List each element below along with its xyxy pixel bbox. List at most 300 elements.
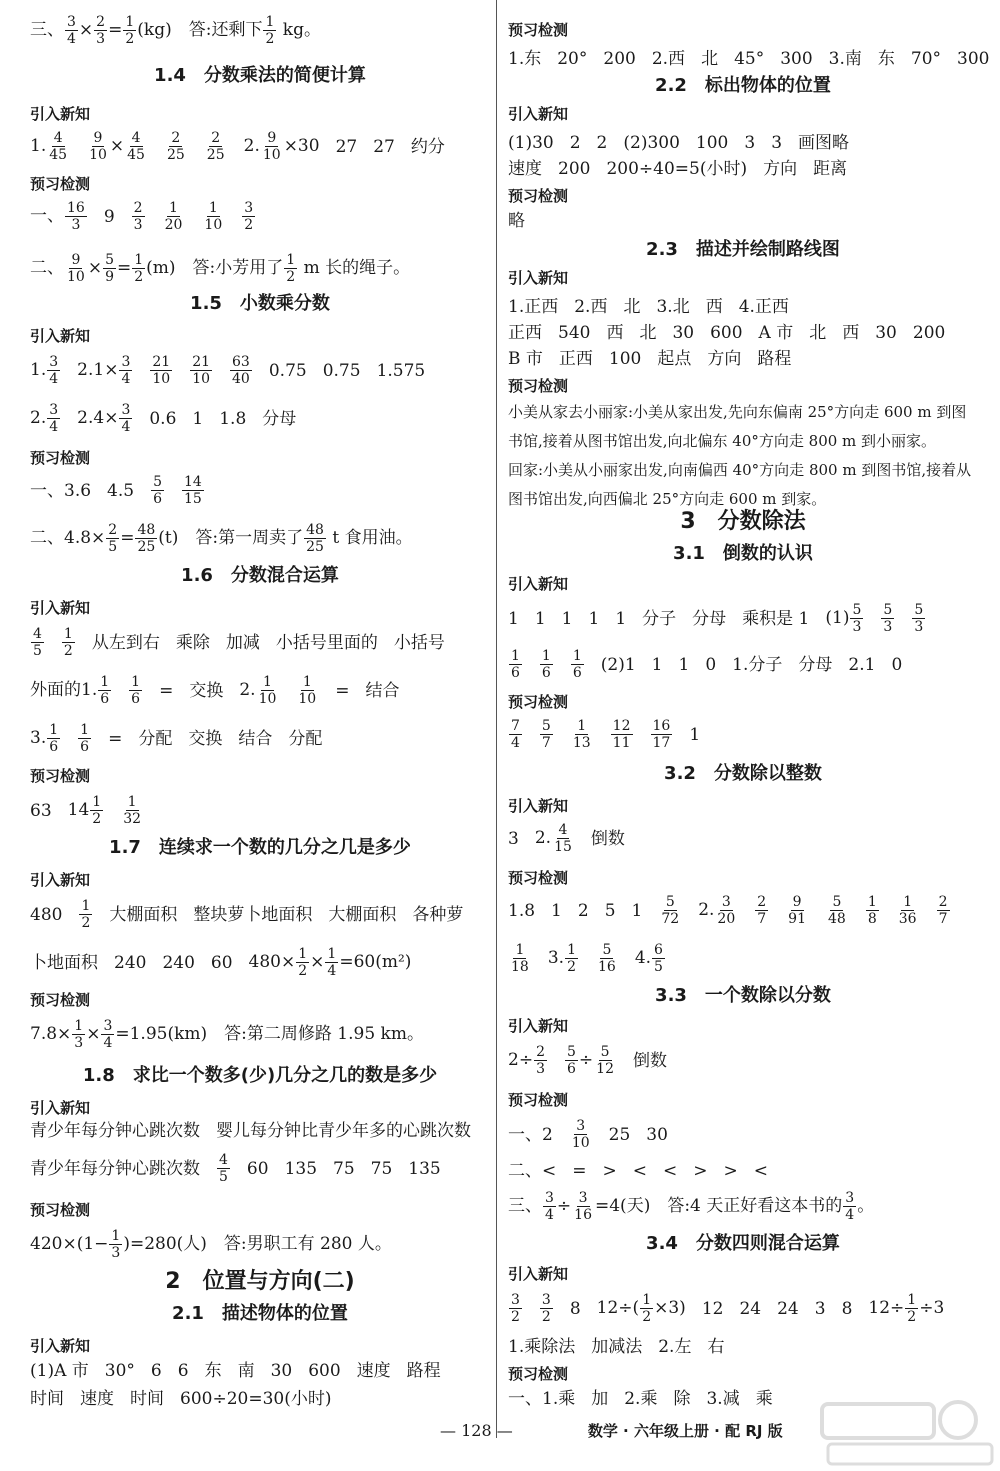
answer-token: 30 [646, 1124, 668, 1145]
answer-token [911, 602, 926, 635]
answer-token: 0.75 [322, 360, 361, 381]
fraction: $\frac{1}{2}$ [92, 794, 102, 827]
answer-token: 各种萝 [412, 904, 464, 925]
answer-token: 4. $\frac{6}{5}$ [634, 942, 663, 975]
answer-token: 0.75 [268, 360, 307, 381]
fraction: $\frac{1}{6}$ [572, 648, 582, 681]
answer-token: 8 [569, 1298, 581, 1319]
fraction: $\frac{5}{7}$ [541, 718, 551, 751]
answer-token: 时间 [130, 1388, 164, 1409]
fraction: $\frac{5}{16}$ [597, 942, 616, 975]
answer-token: 2.乘 [624, 1388, 658, 1409]
answer-token: 右 [707, 1336, 725, 1357]
answer-token: 从左到右 [91, 632, 160, 653]
answer-token: 北 [809, 322, 827, 343]
answer-token: 6 [177, 1360, 189, 1381]
fraction: $\frac{3}{4}$ [845, 1190, 855, 1223]
answer-token: 分母 [692, 608, 727, 629]
answer-token: 27 [373, 136, 395, 157]
answer-token [216, 1152, 231, 1185]
fraction: $\frac{3}{4}$ [67, 14, 76, 47]
answer-token: 30 [270, 1360, 293, 1381]
fraction: $\frac{4}{45}$ [49, 130, 68, 163]
answer-token [508, 718, 523, 751]
answer-token: 3. $\frac{1}{6}$ [30, 722, 59, 755]
answer-token: 60 [210, 952, 233, 973]
answer-token: 大棚面积 [109, 904, 178, 925]
answer-token: > [602, 1160, 617, 1181]
answer-line [508, 154, 847, 183]
answer-token [61, 626, 76, 659]
answer-token: 东 [204, 1360, 222, 1381]
fraction: $\frac{1}{3}$ [111, 1228, 121, 1261]
answer-line [30, 1152, 441, 1185]
answer-line [30, 402, 296, 435]
answer-token: 2. $\frac{9}{10}$ ×30 [243, 130, 320, 163]
answer-token [754, 894, 769, 927]
fraction: $\frac{6}{5}$ [654, 942, 663, 975]
answer-line [508, 44, 989, 73]
answer-token: > [723, 1160, 738, 1181]
answer-token: 结合 [365, 680, 400, 701]
answer-token: 3 [814, 1298, 826, 1319]
answer-token: 1.分子 [732, 654, 783, 675]
answer-token: 西 [842, 322, 860, 343]
answer-token: 北 [639, 322, 657, 343]
answer-token [785, 894, 809, 927]
fraction: $\frac{1}{6}$ [511, 648, 520, 681]
book-subtitle: 数学 · 六年级上册 · 配 RJ 版 [587, 1422, 783, 1440]
fraction: $\frac{1}{3}$ [74, 1018, 84, 1051]
answer-token: 3.南 [828, 48, 862, 69]
answer-token: 540 [558, 322, 591, 343]
answer-line [508, 344, 791, 373]
answer-token: 12 [701, 1298, 724, 1319]
fraction: $\frac{2}{3}$ [133, 200, 143, 233]
answer-token: 30 [875, 322, 897, 343]
section-label: 预习检测 [508, 377, 569, 395]
answer-token: 分母 [798, 654, 833, 675]
answer-token [229, 354, 253, 387]
answer-token: < [632, 1160, 647, 1181]
section-heading: 1.4 分数乘法的简便计算 [154, 65, 366, 86]
answer-line [30, 14, 321, 47]
answer-token: 1 [561, 608, 573, 629]
fraction: $\frac{9}{10}$ [67, 252, 85, 285]
answer-line [30, 474, 205, 507]
answer-token: 2. $\frac{3}{20}$ [698, 894, 736, 927]
answer-token: 5 [604, 900, 616, 921]
section-heading: 1.6 分数混合运算 [181, 565, 339, 586]
answer-token [295, 674, 319, 707]
answer-token [569, 1118, 593, 1151]
answer-token: (1) $\frac{5}{3}$ [825, 602, 862, 635]
fraction: $\frac{1}{2}$ [567, 942, 576, 975]
fraction: $\frac{5}{6}$ [566, 1044, 576, 1077]
answer-token: 速度 [508, 158, 542, 179]
fraction: $\frac{5}{3}$ [914, 602, 924, 635]
answer-token [658, 894, 682, 927]
fraction: $\frac{5}{48}$ [828, 894, 846, 927]
answer-token: 3. $\frac{1}{2}$ [547, 942, 576, 975]
answer-token: 加减法 [591, 1336, 643, 1357]
answer-token [149, 354, 173, 387]
fraction: $\frac{5}{3}$ [852, 602, 862, 635]
answer-token: 一、1.乘 [508, 1388, 576, 1409]
answer-token: 600 [308, 1360, 341, 1381]
answer-token: = [108, 728, 123, 749]
answer-token: 3.减 [706, 1388, 740, 1409]
answer-token: 480× $\frac{1}{2}$ × $\frac{1}{4}$ =60(m²) [248, 946, 412, 979]
answer-token: 2÷ $\frac{2}{3}$ [508, 1044, 545, 1077]
answer-token [131, 200, 146, 233]
answer-token: 75 [370, 1158, 393, 1179]
answer-token: 2.左 [658, 1336, 692, 1357]
answer-token: 卜地面积 [30, 952, 98, 973]
fraction: $\frac{16}{17}$ [652, 718, 671, 751]
fraction: $\frac{2}{5}$ [108, 522, 118, 555]
fraction: $\frac{4}{15}$ [554, 822, 572, 855]
section-label: 引入新知 [30, 1099, 91, 1117]
answer-token: 1 [651, 654, 663, 675]
answer-line [30, 674, 399, 707]
answer-token: 约分 [410, 136, 445, 157]
section-label: 预习检测 [508, 693, 569, 711]
answer-token: 倒数 [590, 828, 625, 849]
section-label: 引入新知 [30, 327, 91, 345]
answer-token: 4.正西 [738, 296, 789, 317]
answer-token: 2. $\frac{1}{10}$ [239, 674, 277, 707]
answer-token [128, 674, 143, 707]
answer-line [508, 718, 700, 751]
answer-token: 135 [408, 1158, 441, 1179]
fraction: $\frac{1}{32}$ [123, 794, 142, 827]
fraction: $\frac{5}{9}$ [105, 252, 114, 285]
answer-line [508, 1156, 768, 1185]
answer-token: 200 [603, 48, 636, 69]
fraction: $\frac{21}{10}$ [152, 354, 171, 387]
answer-token: < [753, 1160, 768, 1181]
answer-line [508, 128, 849, 157]
answer-token: 1.8 [219, 408, 247, 429]
answer-paragraph: 回家:小美从小丽家出发,向南偏西 40°方向走 800 m 到图书馆,接着从图书馆出发,向西偏北 25°方向走 600 m 到家。 [508, 461, 972, 508]
fraction: $\frac{1}{6}$ [541, 648, 551, 681]
fraction: $\frac{1}{2}$ [298, 946, 308, 979]
answer-token: 1.东 [508, 48, 542, 69]
answer-token: (1)A 市 [30, 1360, 89, 1381]
answer-token: 1.8 [508, 900, 536, 921]
answer-line [508, 822, 625, 855]
answer-token: 西 [705, 296, 723, 317]
page-number: — 128 — [440, 1421, 513, 1440]
answer-token: 9 [103, 206, 115, 227]
answer-token [610, 718, 634, 751]
answer-token: 三、 $\frac{3}{4}$ ÷ $\frac{3}{16}$ =4(天) 答:4 天正好看这本书的 $\frac{3}{4}$ 。 [508, 1190, 875, 1223]
answer-token: (1)30 [508, 132, 554, 153]
answer-token: 300 [957, 48, 990, 69]
fraction: $\frac{1}{2}$ [642, 1292, 652, 1325]
answer-token: 20° [557, 48, 588, 69]
section-label: 引入新知 [508, 269, 569, 287]
answer-token [570, 718, 594, 751]
answer-token [825, 894, 849, 927]
section-heading: 3.1 倒数的认识 [673, 543, 813, 564]
answer-token [539, 648, 554, 681]
answer-token: $\frac{5}{6}$ ÷ $\frac{5}{12}$ [566, 1044, 614, 1077]
answer-token: 交换 [189, 680, 224, 701]
answer-line [30, 200, 256, 233]
fraction: $\frac{4}{5}$ [33, 626, 42, 659]
fraction: $\frac{2}{3}$ [536, 1044, 545, 1077]
answer-token [30, 626, 45, 659]
answer-token: 时间 [30, 1388, 64, 1409]
fraction: $\frac{5}{6}$ [153, 474, 163, 507]
answer-token: 240 [114, 952, 147, 973]
answer-token [164, 130, 188, 163]
answer-token [508, 942, 532, 975]
answer-token: 除 [673, 1388, 691, 1409]
answer-line [30, 130, 445, 163]
fraction: $\frac{5}{12}$ [596, 1044, 614, 1077]
section-label: 引入新知 [30, 871, 91, 889]
fraction: $\frac{1}{20}$ [164, 200, 183, 233]
section-label: 预习检测 [508, 187, 569, 205]
answer-line [30, 794, 144, 827]
answer-line [30, 1228, 392, 1261]
answer-line [30, 522, 413, 555]
section-heading: 1.5 小数乘分数 [190, 293, 330, 314]
answer-token: 乘除 [175, 632, 210, 653]
section-label: 预习检测 [30, 175, 91, 193]
fraction: $\frac{1}{4}$ [327, 946, 337, 979]
answer-token: < [663, 1160, 678, 1181]
answer-token [77, 722, 92, 755]
answer-token: 速度 [80, 1388, 114, 1409]
answer-token: 25 [608, 1124, 631, 1145]
answer-token: = [335, 680, 350, 701]
answer-token: 北 [701, 48, 719, 69]
section-heading: 1.7 连续求一个数的几分之几是多少 [109, 837, 411, 858]
fraction: $\frac{3}{2}$ [541, 1292, 551, 1325]
fraction: $\frac{48}{25}$ [306, 522, 324, 555]
answer-token: 200 [912, 322, 946, 343]
fraction: $\frac{3}{2}$ [511, 1292, 520, 1325]
answer-token: A 市 [758, 322, 794, 343]
answer-token [201, 200, 225, 233]
answer-token: 分母 [262, 408, 297, 429]
answer-token: 二、4.8× $\frac{2}{5}$ = $\frac{48}{25}$ (t) 答:第一周卖了 $\frac{48}{25}$ t 食用油。 [30, 522, 413, 555]
answer-token: 0 [705, 654, 717, 675]
section-label: 引入新知 [508, 575, 569, 593]
answer-token: 1 [615, 608, 627, 629]
answer-token: 7.8× $\frac{1}{3}$ × $\frac{3}{4}$ =1.95(km) 答:第二周修路 1.95 km。 [30, 1018, 424, 1051]
fraction: $\frac{1}{2}$ [81, 898, 91, 931]
answer-line [508, 1118, 668, 1151]
answer-token: 3.北 [656, 296, 690, 317]
answer-token: 1.正西 [508, 296, 559, 317]
answer-token [570, 648, 585, 681]
section-heading: 3.2 分数除以整数 [664, 763, 822, 784]
answer-token: 北 [623, 296, 641, 317]
fraction: $\frac{1}{6}$ [49, 722, 59, 755]
answer-token [880, 602, 895, 635]
answer-line [30, 1116, 471, 1145]
answer-token: 三、 $\frac{3}{4}$ × $\frac{2}{3}$ = $\frac{1}{2}$ (kg) 答:还剩下 $\frac{1}{2}$ kg。 [30, 14, 321, 47]
answer-line [30, 946, 411, 979]
answer-token: 分子 [642, 608, 677, 629]
section-label: 引入新知 [508, 1265, 569, 1283]
answer-token [865, 894, 880, 927]
answer-token: = [159, 680, 174, 701]
section-label: 预习检测 [508, 1365, 569, 1383]
answer-line [508, 1044, 667, 1077]
section-label: 预习检测 [30, 1201, 91, 1219]
answer-token: 24 [777, 1298, 799, 1319]
page-footer [440, 1420, 783, 1441]
answer-token: 27 [335, 136, 358, 157]
answer-token: 1 [192, 408, 204, 429]
answer-token [181, 474, 205, 507]
answer-token: 乘 [755, 1388, 773, 1409]
section-label: 预习检测 [508, 1091, 569, 1109]
answer-token: 正西 [508, 322, 542, 343]
answer-token: 乘积是 1 [742, 608, 810, 629]
fraction: $\frac{1}{10}$ [204, 200, 223, 233]
answer-line [30, 1384, 331, 1413]
fraction: $\frac{3}{2}$ [244, 200, 254, 233]
answer-token: 东 [877, 48, 895, 69]
answer-token: 100 [608, 348, 642, 369]
watermark-logo [808, 1398, 998, 1468]
answer-token: 2 [596, 132, 608, 153]
answer-line [508, 206, 525, 235]
fraction: $\frac{4}{45}$ [127, 130, 145, 163]
answer-token: 0 [891, 654, 903, 675]
fraction: $\frac{1}{6}$ [100, 674, 110, 707]
column-divider [496, 0, 497, 1438]
answer-token: 距离 [813, 158, 848, 179]
answer-token: 加减 [225, 632, 260, 653]
fraction: $\frac{1}{2}$ [134, 252, 144, 285]
answer-token: 方向 [763, 158, 798, 179]
answer-token: 2 [569, 132, 581, 153]
answer-line [508, 1292, 944, 1325]
answer-token: 60 [246, 1158, 269, 1179]
answer-token [539, 718, 554, 751]
fraction: $\frac{2}{7}$ [757, 894, 767, 927]
answer-token: 70° [910, 48, 942, 69]
section-label: 引入新知 [30, 599, 91, 617]
section-label: 引入新知 [30, 1337, 91, 1355]
fraction: $\frac{1}{18}$ [511, 942, 529, 975]
answer-token: 交换 [188, 728, 223, 749]
answer-token [650, 718, 674, 751]
answer-token: 6 [150, 1360, 162, 1381]
answer-token [189, 354, 213, 387]
fraction: $\frac{1}{8}$ [867, 894, 877, 927]
section-heading: 2.2 标出物体的位置 [655, 75, 831, 96]
answer-token: 2.西 [651, 48, 686, 69]
answer-token: 1 [588, 608, 600, 629]
fraction: $\frac{1}{2}$ [63, 626, 73, 659]
answer-token: 倒数 [632, 1050, 667, 1071]
section-label: 预习检测 [30, 449, 91, 467]
fraction: $\frac{1}{36}$ [898, 894, 917, 927]
section-heading: 2.3 描述并绘制路线图 [646, 239, 840, 260]
fraction: $\frac{1}{2}$ [286, 252, 296, 285]
answer-token: 外面的1. $\frac{1}{6}$ [30, 674, 110, 707]
answer-token: 24 [739, 1298, 762, 1319]
fraction: $\frac{48}{25}$ [137, 522, 156, 555]
answer-token [896, 894, 920, 927]
answer-token: 1 [689, 724, 701, 745]
answer-token: 600÷20=30(小时) [180, 1388, 332, 1409]
fraction: $\frac{3}{16}$ [574, 1190, 592, 1223]
answer-token: 30 [672, 322, 695, 343]
answer-token [508, 1292, 523, 1325]
answer-token: 600 [710, 322, 743, 343]
fraction: $\frac{1}{13}$ [572, 718, 591, 751]
answer-token: 1 [678, 654, 690, 675]
answer-line [30, 722, 322, 755]
answer-token [595, 942, 619, 975]
fraction: $\frac{1}{2}$ [265, 14, 275, 47]
answer-token: 2.1× $\frac{3}{4}$ [77, 354, 131, 387]
fraction: $\frac{14}{15}$ [184, 474, 202, 507]
fraction: $\frac{3}{4}$ [103, 1018, 113, 1051]
fraction: $\frac{3}{4}$ [545, 1190, 554, 1223]
answer-token: 63 [30, 800, 52, 821]
answer-token [508, 648, 523, 681]
answer-line [508, 648, 902, 681]
answer-token [936, 894, 951, 927]
answer-token: 二、< [508, 1160, 557, 1181]
fraction: $\frac{3}{4}$ [121, 402, 131, 435]
answer-token: 南 [237, 1360, 255, 1381]
answer-token: > [693, 1160, 708, 1181]
answer-line [30, 626, 445, 659]
answer-token: 3 [508, 828, 519, 849]
answer-token: 75 [333, 1158, 355, 1179]
answer-token: 青少年每分钟心跳次数 [30, 1158, 200, 1179]
answer-token: 婴儿每分钟比青少年多的心跳次数 [216, 1120, 471, 1141]
fraction: $\frac{1}{6}$ [131, 674, 141, 707]
answer-line [508, 1384, 773, 1413]
fraction: $\frac{1}{10}$ [258, 674, 277, 707]
answer-token: 大棚面积 [328, 904, 397, 925]
fraction: $\frac{9}{91}$ [788, 894, 806, 927]
answer-token: 1.乘除法 [508, 1336, 576, 1357]
fraction: $\frac{3}{4}$ [49, 354, 59, 387]
answer-token [120, 794, 144, 827]
fraction: $\frac{63}{40}$ [232, 354, 250, 387]
section-label: 引入新知 [508, 105, 569, 123]
chapter-heading: 2 位置与方向(二) [165, 1269, 355, 1294]
answer-line [30, 354, 425, 387]
answer-line [508, 602, 926, 635]
answer-token: 2.4× $\frac{3}{4}$ [77, 402, 131, 435]
answer-token: 分配 [138, 728, 173, 749]
answer-token [204, 130, 228, 163]
answer-line [508, 1332, 724, 1361]
answer-token: $\frac{9}{10}$ × $\frac{4}{45}$ [89, 130, 145, 163]
section-label: 预习检测 [508, 869, 569, 887]
answer-token: 2.西 [574, 296, 608, 317]
answer-token: 2. $\frac{4}{15}$ [534, 822, 572, 855]
answer-token: 画图略 [798, 132, 850, 153]
answer-token: = [572, 1160, 587, 1181]
fraction: $\frac{4}{5}$ [219, 1152, 228, 1185]
